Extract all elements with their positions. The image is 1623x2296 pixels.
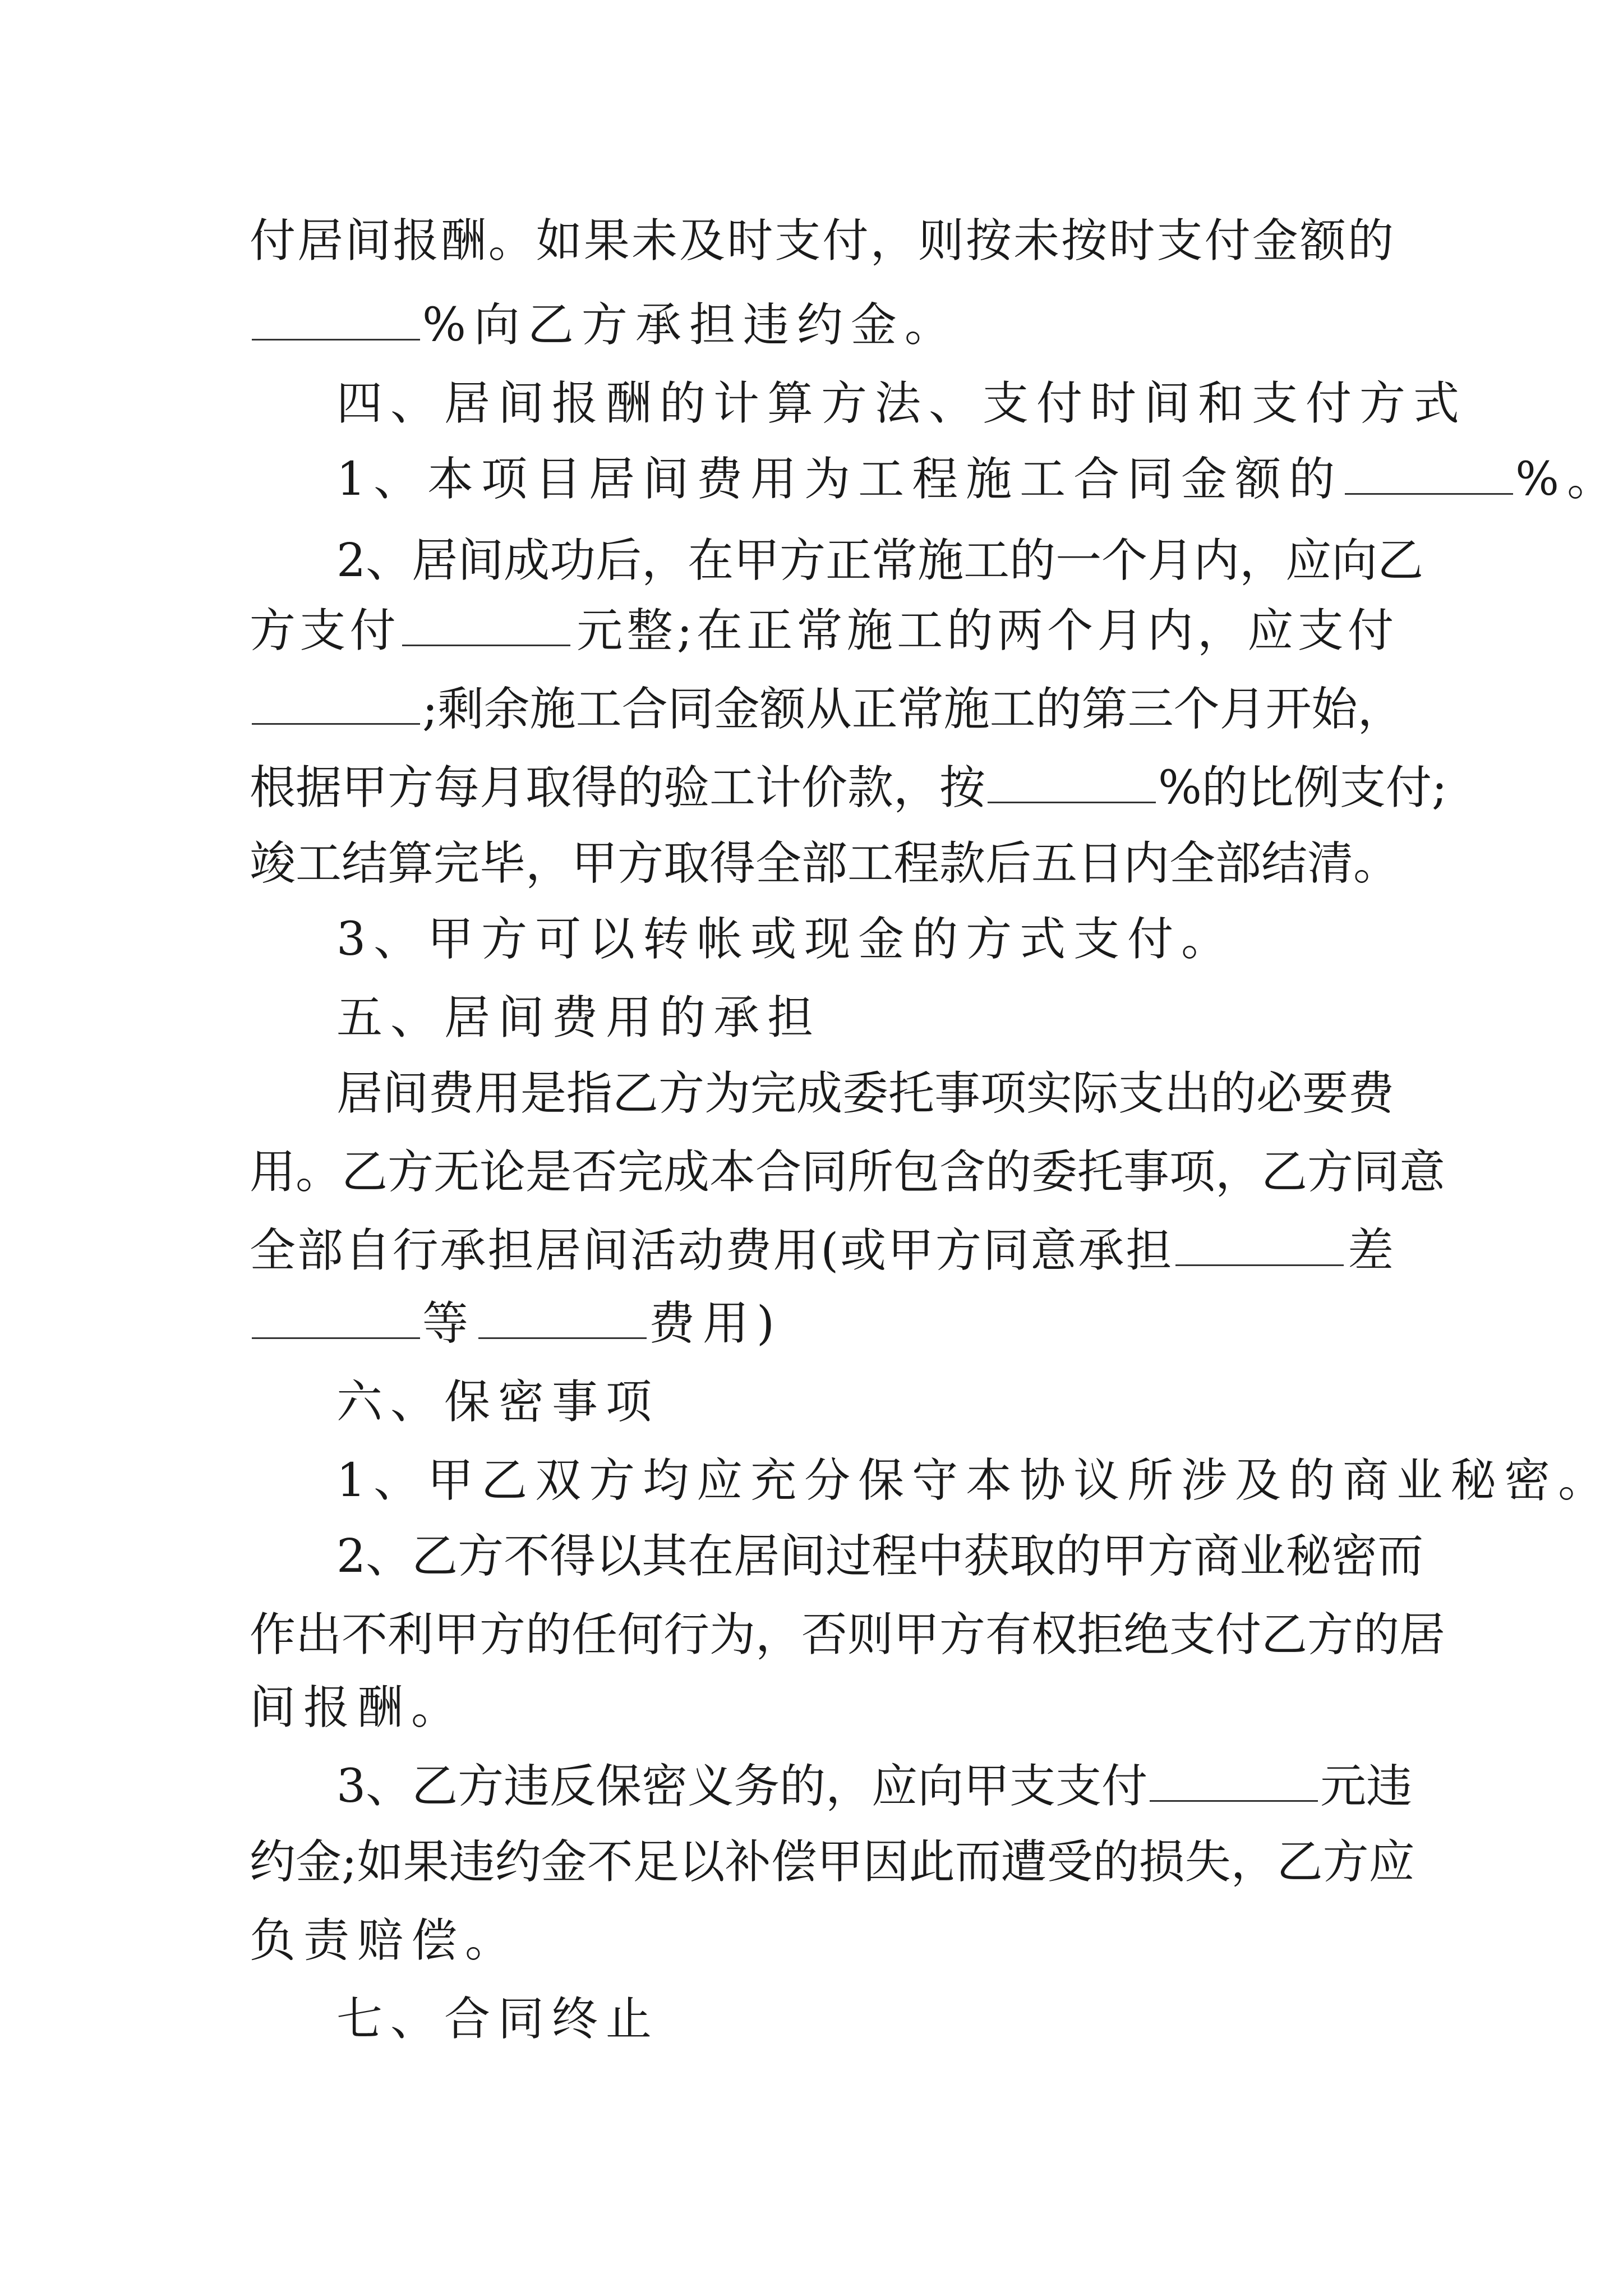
body-line: %向乙方承担违约金。 (250, 297, 1394, 353)
body-line: 用。乙方无论是否完成本合同所包含的委托事项，乙方同意 (250, 1145, 1446, 1199)
body-line: 2、乙方不得以其在居间过程中获取的甲方商业秘密而 (336, 1530, 1424, 1583)
body-line: 约金;如果违约金不足以补偿甲因此而遭受的损失，乙方应 (250, 1835, 1415, 1889)
body-line: 3、乙方违反保密义务的，应向甲支支付 元违 (336, 1760, 1413, 1813)
body-line: 间报酬。 (250, 1681, 465, 1734)
body-line: 等 费用) (250, 1296, 1394, 1352)
body-line: 居间费用是指乙方为完成委托事项实际支出的必要费 (336, 1067, 1395, 1120)
body-line: 付居间报酬。如果未及时支付，则按未按时支付金额的 (250, 214, 1394, 268)
body-line: 1、甲乙双方均应充分保守本协议所涉及的商业秘密。 (336, 1454, 1612, 1507)
section-heading: 七、合同终止 (336, 1993, 660, 2046)
body-line: 2、居间成功后，在甲方正常施工的一个月内，应向乙 (336, 534, 1424, 587)
fill-in-blank[interactable] (1175, 1258, 1344, 1266)
fill-in-blank[interactable] (402, 638, 570, 646)
body-line: 方支付 元整;在正常施工的两个月内，应支付 (250, 604, 1394, 657)
section-heading: 六、保密事项 (336, 1375, 660, 1429)
body-line: 3、甲方可以转帐或现金的方式支付。 (336, 913, 1235, 966)
section-heading: 五、居间费用的承担 (336, 991, 822, 1045)
fill-in-blank[interactable] (252, 1331, 420, 1339)
body-line: 作出不利甲方的任何行为，否则甲方有权拒绝支付乙方的居 (250, 1608, 1446, 1662)
fill-in-blank[interactable] (252, 716, 420, 725)
body-line: ;剩余施工合同金额从正常施工的第三个月开始， (250, 682, 1394, 738)
body-line: 负责赔偿。 (250, 1914, 519, 1967)
fill-in-blank[interactable] (252, 332, 420, 341)
fill-in-blank[interactable] (988, 795, 1156, 803)
body-line: 全部自行承担居间活动费用(或甲方同意承担 差 (250, 1224, 1394, 1277)
fill-in-blank[interactable] (1345, 486, 1513, 495)
body-line: 竣工结算完毕，甲方取得全部工程款后五日内全部结清。 (250, 837, 1400, 890)
body-line: 根据甲方每月取得的验工计价款，按 %的比例支付; (250, 761, 1447, 815)
fill-in-blank[interactable] (478, 1331, 647, 1339)
body-line: 1、本项目居间费用为工程施工合同金额的 %。 (336, 453, 1621, 506)
fill-in-blank[interactable] (1150, 1793, 1318, 1802)
section-heading: 四、居间报酬的计算方法、支付时间和支付方式 (336, 377, 1468, 430)
